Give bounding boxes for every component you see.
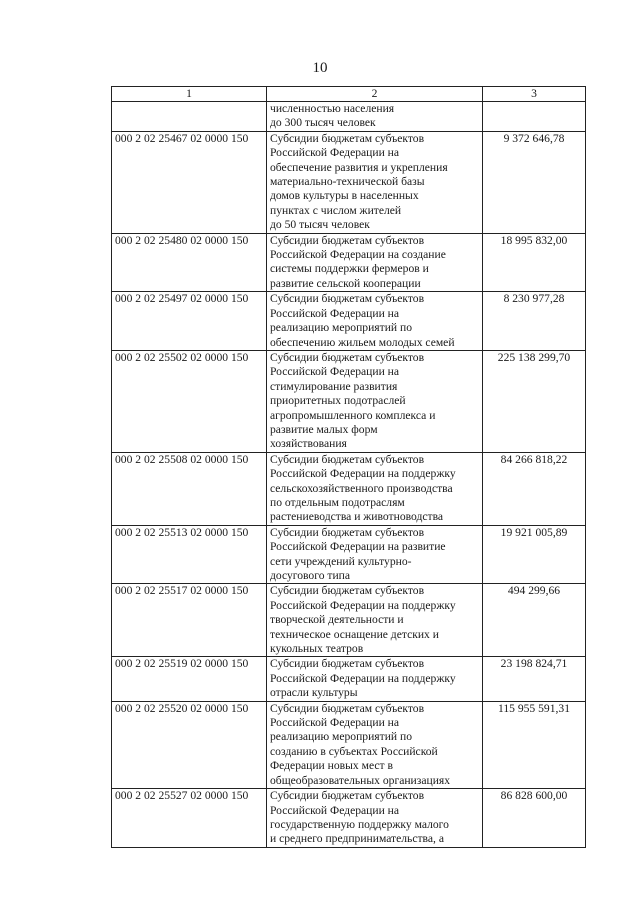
description-line: Субсидии бюджетам субъектов [270,131,425,145]
description-line: государственную поддержку малого [270,817,449,831]
description-line: Российской Федерации на [270,803,400,817]
description-cell [267,584,483,657]
amount-cell: 19 921 005,89 [483,525,586,584]
amount-cell: 84 266 818,22 [483,452,586,525]
description-line: Субсидии бюджетам субъектов [270,452,425,466]
description-line: Субсидии бюджетам субъектов [270,701,425,715]
table-row [112,233,586,292]
description-line: агропромышленного комплекса и [270,408,436,422]
description-line: обеспечению жильем молодых семей [270,335,455,349]
budget-code-cell: 000 2 02 25502 02 0000 150 [112,350,267,452]
description-line: техническое оснащение детских и [270,627,439,641]
description-line: созданию в субъектах Российской [270,744,438,758]
column-header-amount: 3 [483,87,586,102]
description-line: Субсидии бюджетам субъектов [270,233,425,247]
description-line: домов культуры в населенных [270,189,419,203]
budget-code-cell: 000 2 02 25497 02 0000 150 [112,292,267,351]
description-line: численностью населения [270,102,395,115]
description-cell [267,525,483,584]
description-line: до 300 тысяч человек [270,116,376,130]
description-line: Субсидии бюджетам субъектов [270,525,425,539]
description-line: Российской Федерации на поддержку [270,598,456,612]
column-header-description: 2 [267,87,483,102]
budget-code-cell: 000 2 02 25467 02 0000 150 [112,131,267,233]
description-cell [267,292,483,351]
amount-cell: 494 299,66 [483,584,586,657]
table-row [112,131,586,233]
amount-cell: 9 372 646,78 [483,131,586,233]
description-line: Российской Федерации на [270,306,400,320]
table-row [112,350,586,452]
description-cell [267,102,483,132]
description-line: по отдельным подотраслям [270,495,405,509]
table-row [112,657,586,701]
description-line: отрасли культуры [270,686,358,700]
description-line: Субсидии бюджетам субъектов [270,789,425,803]
description-line: развитие сельской кооперации [270,276,421,290]
budget-code-cell: 000 2 02 25519 02 0000 150 [112,657,267,701]
table-header [112,87,586,102]
column-header-code: 1 [112,87,267,102]
description-line: стимулирование развития [270,379,398,393]
table-row [112,789,586,848]
amount-cell: 23 198 824,71 [483,657,586,701]
description-line: сельскохозяйственного производства [270,481,453,495]
budget-code-cell: 000 2 02 25480 02 0000 150 [112,233,267,292]
amount-cell: 18 995 832,00 [483,233,586,292]
budget-code-cell: 000 2 02 25527 02 0000 150 [112,789,267,848]
description-cell [267,701,483,788]
table-row [112,102,586,132]
description-cell [267,452,483,525]
table-row [112,452,586,525]
description-line: кукольных театров [270,642,364,656]
table-header-row [112,87,586,102]
table-row [112,701,586,788]
budget-code-cell: 000 2 02 25508 02 0000 150 [112,452,267,525]
description-line: Российской Федерации на [270,365,400,379]
budget-code-cell: 000 2 02 25513 02 0000 150 [112,525,267,584]
description-line: Субсидии бюджетам субъектов [270,292,425,306]
description-line: Субсидии бюджетам субъектов [270,350,425,364]
description-line: обеспечение развития и укрепления [270,160,448,174]
description-line: реализацию мероприятий по [270,730,413,744]
description-line: хозяйствования [270,437,347,451]
description-line: до 50 тысяч человек [270,218,370,232]
description-line: Российской Федерации на [270,146,400,160]
amount-cell: 86 828 600,00 [483,789,586,848]
amount-cell: 115 955 591,31 [483,701,586,788]
description-cell [267,657,483,701]
description-line: реализацию мероприятий по [270,321,413,335]
budget-code-cell: 000 2 02 25520 02 0000 150 [112,701,267,788]
description-line: Российской Федерации на создание [270,248,446,262]
description-line: Федерации новых мест в [270,759,393,773]
description-line: системы поддержки фермеров и [270,262,429,276]
description-line: приоритетных подотраслей [270,394,406,408]
description-line: Российской Федерации на поддержку [270,671,456,685]
amount-cell: 8 230 977,28 [483,292,586,351]
description-line: общеобразовательных организациях [270,773,451,787]
table-row [112,525,586,584]
description-cell [267,789,483,848]
budget-code-cell [112,102,267,132]
description-line: Российской Федерации на [270,716,400,730]
description-line: материально-технической базы [270,175,425,189]
description-line: творческой деятельности и [270,613,404,627]
budget-code-cell: 000 2 02 25517 02 0000 150 [112,584,267,657]
table-body [112,102,586,848]
table-row [112,584,586,657]
description-line: сети учреждений культурно- [270,554,412,568]
budget-table [111,86,586,848]
description-cell [267,350,483,452]
page-number: 10 [312,60,328,76]
description-line: развитие малых форм [270,422,378,436]
table-row [112,292,586,351]
description-cell [267,131,483,233]
description-line: Субсидии бюджетам субъектов [270,657,425,671]
description-line: досугового типа [270,569,351,582]
description-line: Российской Федерации на поддержку [270,467,456,481]
description-line: растениеводства и животноводства [270,510,444,524]
description-cell [267,233,483,292]
amount-cell: 225 138 299,70 [483,350,586,452]
description-line: пунктах с числом жителей [270,203,402,217]
amount-cell [483,102,586,132]
description-line: и среднего предпринимательства, а [270,832,444,846]
description-line: Российской Федерации на развитие [270,540,446,554]
description-line: Субсидии бюджетам субъектов [270,584,425,598]
